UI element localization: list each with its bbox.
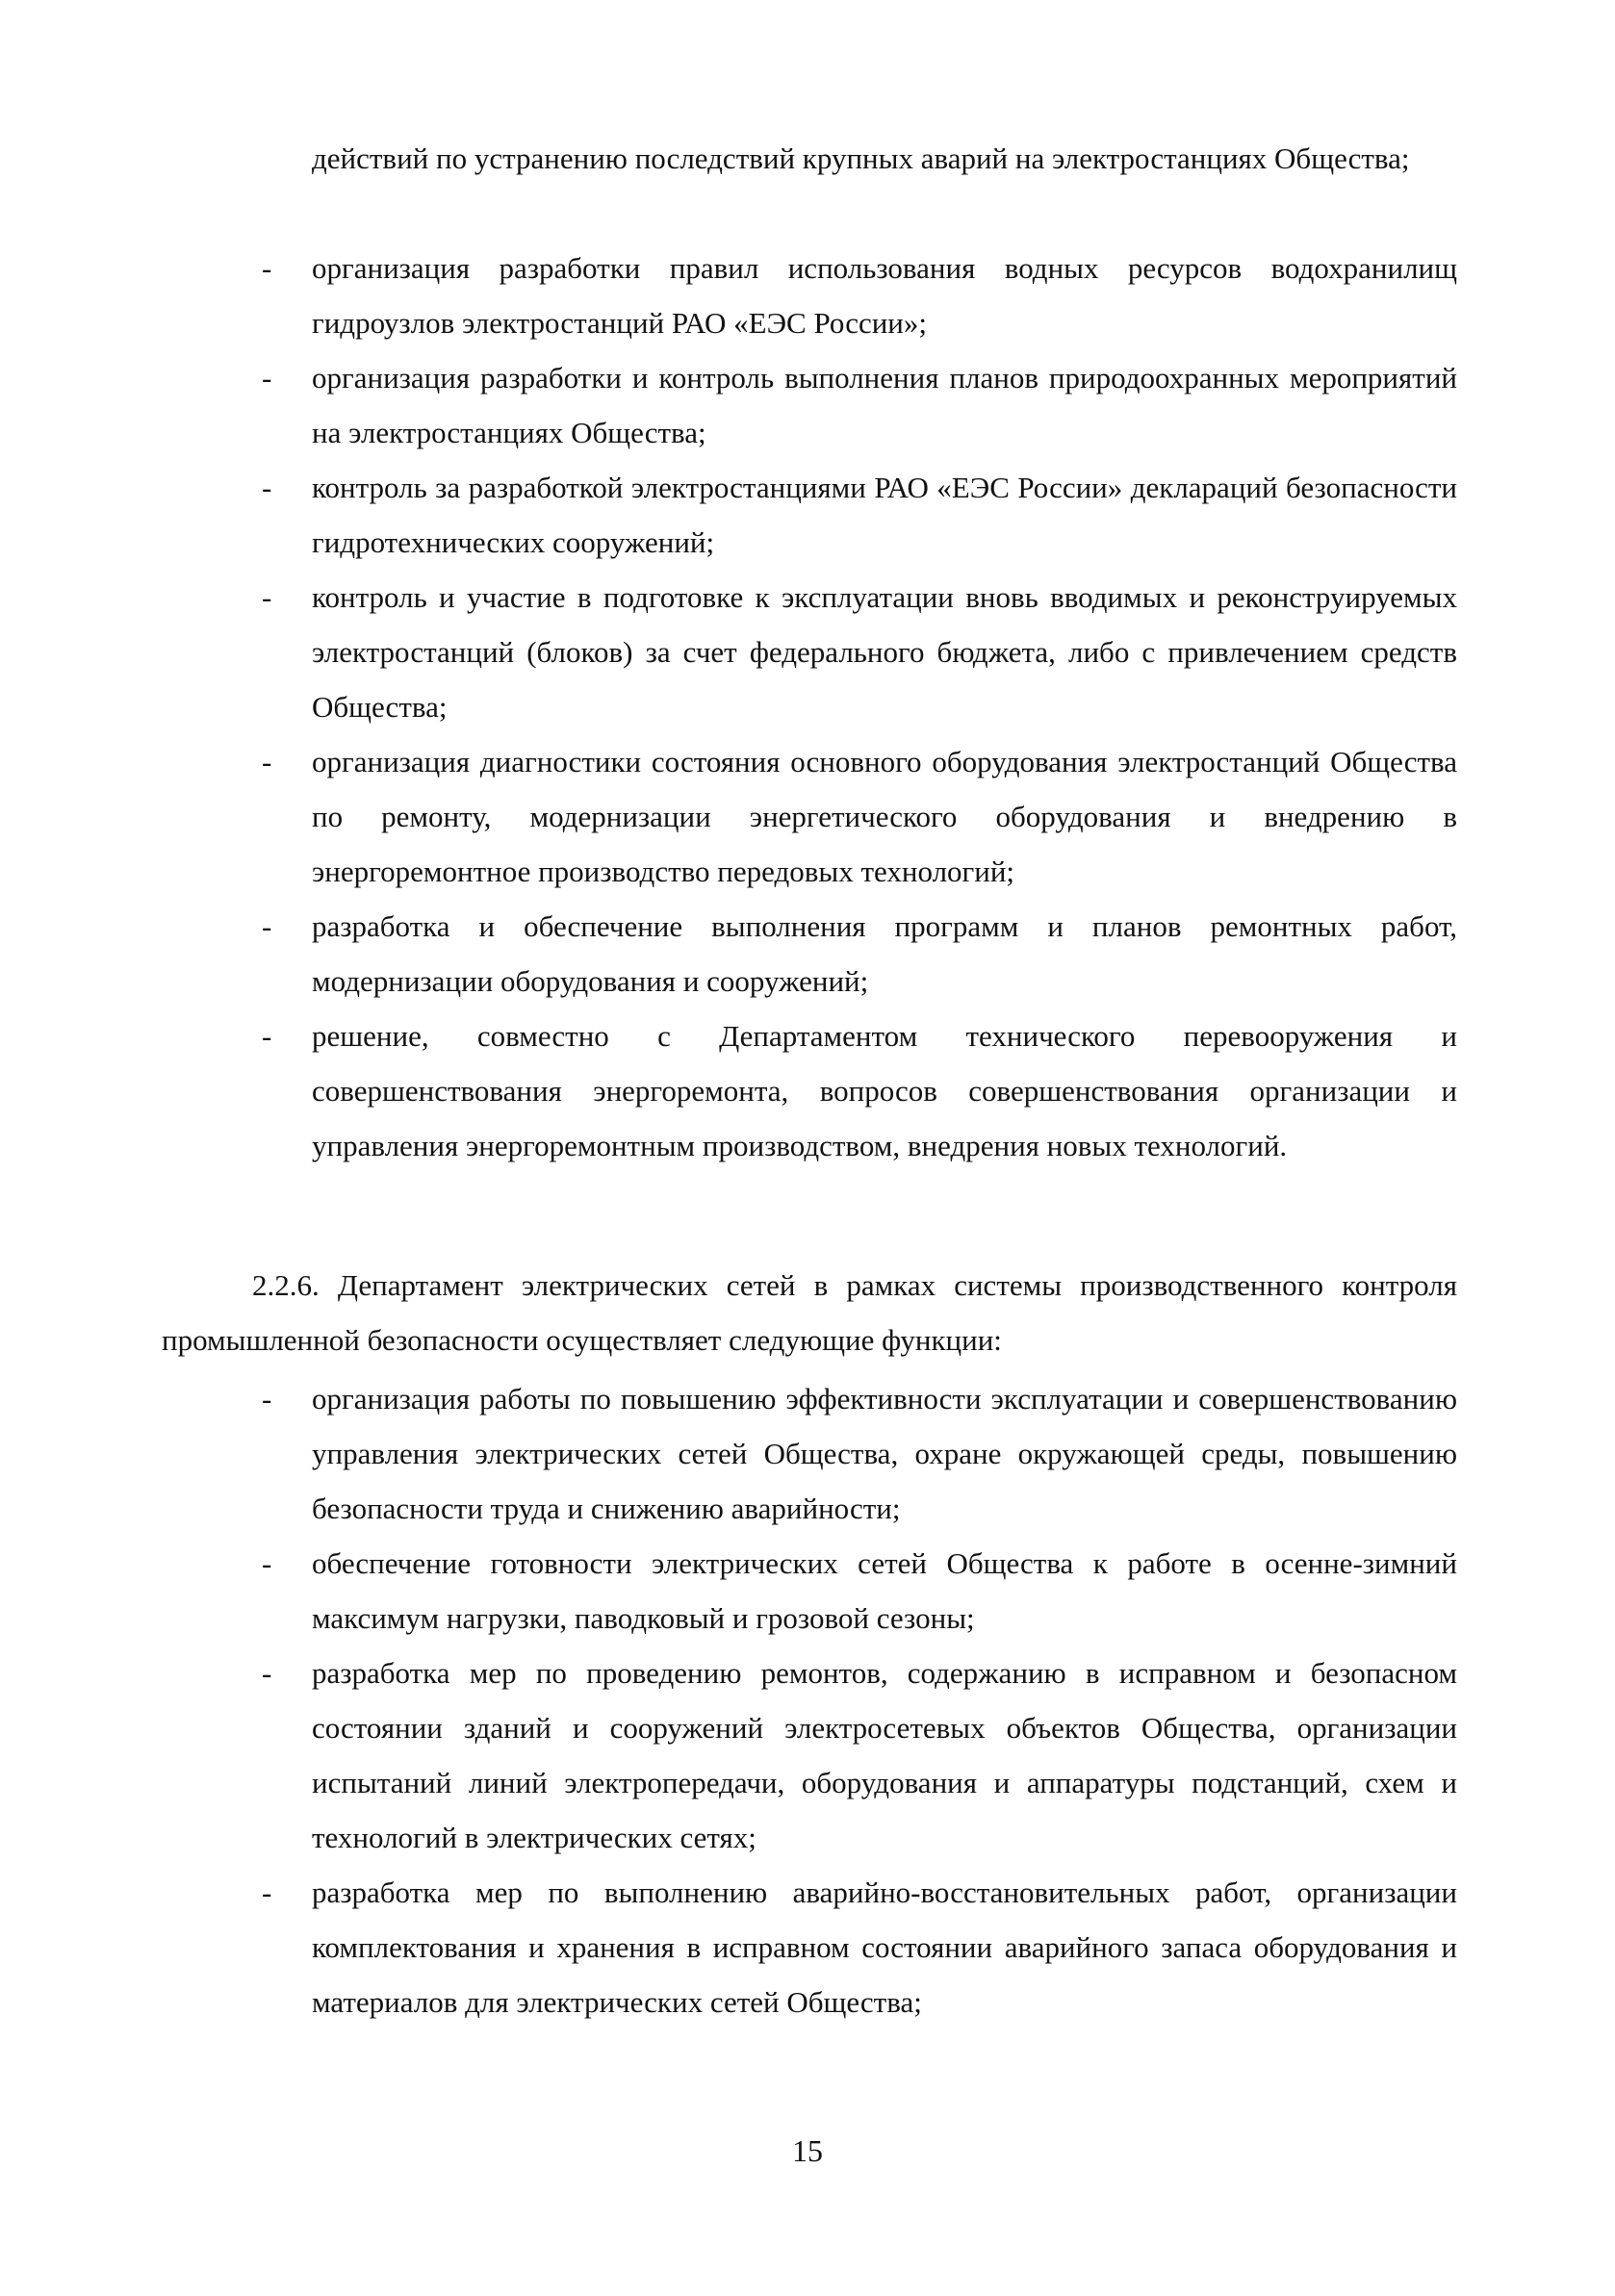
- list-item: [254, 1645, 1457, 1865]
- list-item-text: разработка и обеспечение выполнения программ и планов ремонтных работ, модернизации оборудования и сооружений;: [312, 909, 1457, 998]
- bullet-dash: -: [262, 909, 272, 943]
- bullet-dash: -: [262, 1875, 272, 1909]
- list-item-text: организация диагностики состояния основного оборудования электростанций Общества по ремонту, модернизации энергетического оборудования и внедрению в энергоремонтное производство передовых технологий;: [312, 745, 1457, 888]
- list-item: [254, 1536, 1457, 1645]
- list-item-text: контроль и участие в подготовке к эксплуатации вновь вводимых и реконструируемых электростанций (блоков) за счет федерального бюджета, либо с привлечением средств Общества;: [312, 580, 1457, 724]
- list-item-text: разработка мер по проведению ремонтов, содержанию в исправном и безопасном состоянии зданий и сооружений электросетевых объектов Общества, организации испытаний линий электропередачи, оборудования и аппаратуры подстанций, схем и технологий в электрических сетях;: [312, 1656, 1457, 1854]
- bullet-dash: -: [262, 471, 272, 504]
- list-item: [254, 1008, 1457, 1173]
- bullet-dash: -: [262, 580, 272, 614]
- functions-list-electric-networks: [254, 1371, 1457, 2029]
- list-item: [254, 350, 1457, 460]
- bullet-dash: -: [262, 1382, 272, 1416]
- list-item: [254, 570, 1457, 734]
- list-item-text: решение, совместно с Департаментом технического перевооружения и совершенствования энергоремонта, вопросов совершенствования организации и управления энергоремонтным производством, внедрения новых технологий.: [312, 1019, 1457, 1162]
- page-number: 15: [792, 2133, 823, 2168]
- bullet-dash: -: [262, 1019, 272, 1053]
- functions-list-power-plants: [254, 241, 1457, 1173]
- continuation-paragraph: действий по устранению последствий крупных аварий на электростанциях Общества;: [312, 141, 1410, 175]
- bullet-dash: -: [262, 251, 272, 285]
- list-item-text: организация работы по повышению эффективности эксплуатации и совершенствованию управления электрических сетей Общества, охране окружающей среды, повышению безопасности труда и снижению аварийности;: [312, 1382, 1457, 1525]
- bullet-dash: -: [262, 1546, 272, 1580]
- section-paragraph-2-2-6: 2.2.6. Департамент электрических сетей в рамках системы производственного контроля промышленной безопасности осуществляет следующие функции:: [162, 1268, 1457, 1357]
- list-item: [254, 734, 1457, 899]
- list-item-text: организация разработки и контроль выполнения планов природоохранных мероприятий на электростанциях Общества;: [312, 361, 1457, 449]
- list-item-text: контроль за разработкой электростанциями РАО «ЕЭС России» деклараций безопасности гидротехнических сооружений;: [312, 471, 1457, 559]
- bullet-dash: -: [262, 1656, 272, 1690]
- list-item: [254, 899, 1457, 1008]
- bullet-dash: -: [262, 361, 272, 395]
- bullet-dash: -: [262, 745, 272, 778]
- list-item-text: разработка мер по выполнению аварийно-восстановительных работ, организации комплектования и хранения в исправном состоянии аварийного запаса оборудования и материалов для электрических сетей Общества;: [312, 1875, 1457, 2019]
- list-item: [254, 241, 1457, 350]
- list-item: [254, 1371, 1457, 1536]
- list-item-text: организация разработки правил использования водных ресурсов водохранилищ гидроузлов электростанций РАО «ЕЭС России»;: [312, 251, 1457, 340]
- list-item: [254, 460, 1457, 570]
- list-item-text: обеспечение готовности электрических сетей Общества к работе в осенне-зимний максимум нагрузки, паводковый и грозовой сезоны;: [312, 1546, 1457, 1635]
- list-item: [254, 1865, 1457, 2029]
